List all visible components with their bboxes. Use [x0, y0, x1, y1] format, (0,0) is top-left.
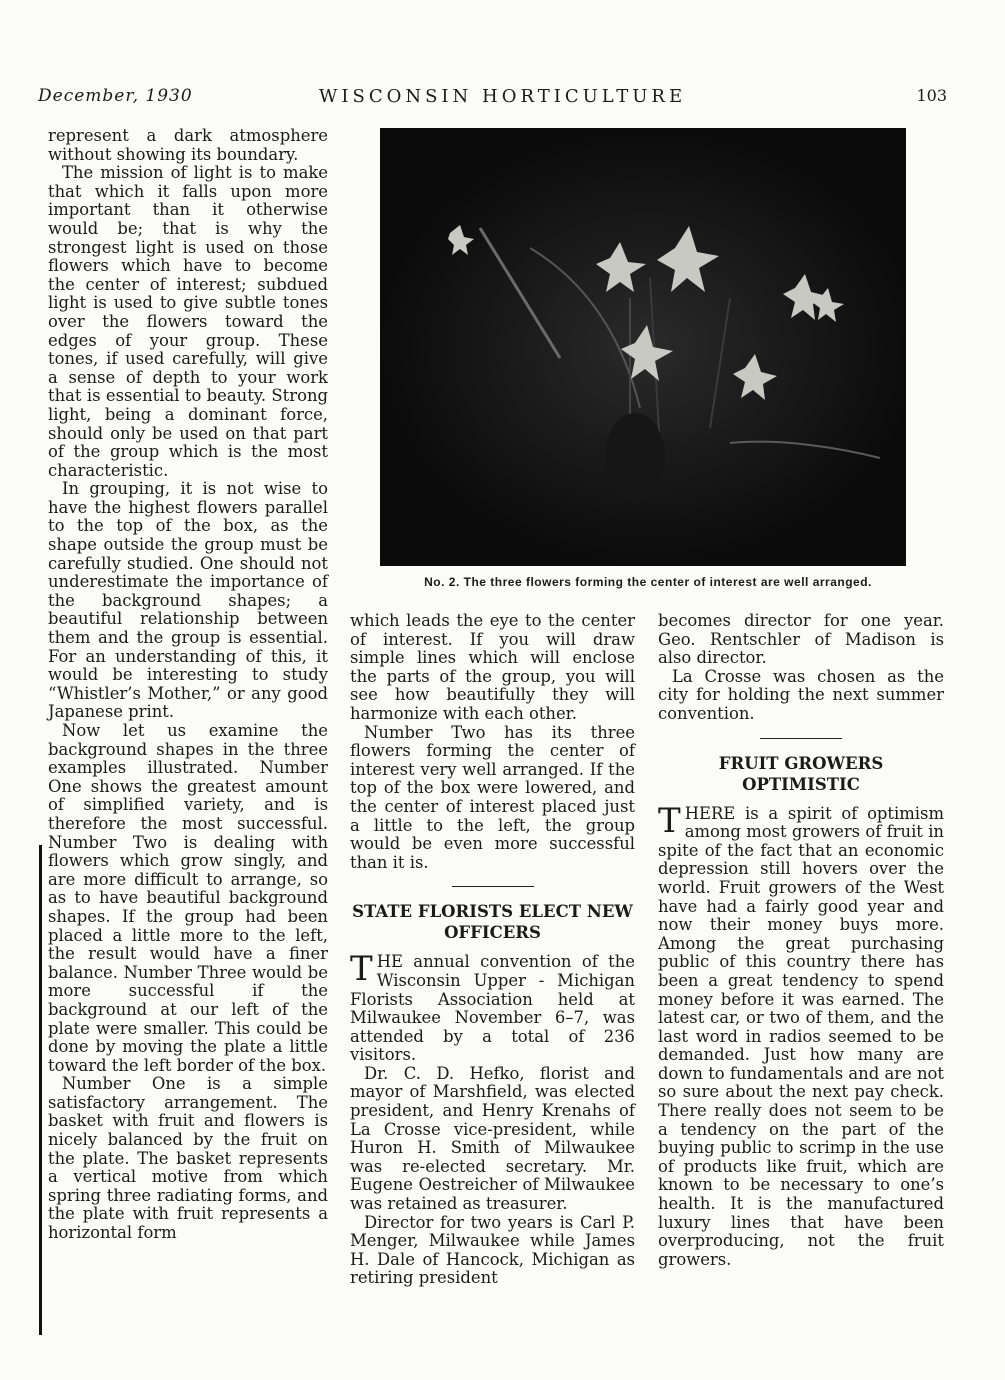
article-lead: [350, 949, 635, 1065]
paragraph: Number One is a simple satisfactory arrangement. The basket with fruit and flowers is nicely balanced by the fruit on the plate. The basket represents a vertical motive from which spring three radiating forms, and the plate with fruit represents a horizontal form: [48, 1074, 328, 1243]
margin-bar: [39, 845, 42, 1335]
page-header: [0, 86, 1005, 116]
paragraph: Now let us examine the background shapes in the three examples illustrated. Number One shows the greatest amount of simplified variety, and is therefore the most successful. Number Two is dealing with flowers which grow singly, and are more difficult to arrange, so as to have beautiful background shapes. If the group had been placed a little more to the left, the result would have a finer balance. Number Three would be more successful if the background at our left of the plate were smaller. This could be done by moving the plate a little toward the left border of the box.: [48, 721, 328, 1075]
lead-text: HE annual convention of the Wisconsin Upper - Michigan Florists Association held at Milwaukee November 6–7, was attended by a total of 236 visitors.: [350, 952, 635, 1065]
paragraph: La Crosse was chosen as the city for holding the next summer convention.: [658, 666, 944, 723]
drop-cap: T: [350, 949, 373, 990]
drop-cap: T: [658, 800, 681, 841]
paragraph: Director for two years is Carl P. Menger, Milwaukee while James H. Dale of Hancock, Michigan as retiring president: [350, 1212, 635, 1288]
article-heading: FRUIT GROWERS OPTIMISTIC: [718, 753, 884, 794]
journal-title: WISCONSIN HORTICULTURE: [318, 86, 687, 107]
paragraph: becomes director for one year. Geo. Rentschler of Madison is also director.: [658, 611, 944, 668]
article-lead: [658, 800, 944, 1270]
section-divider: [760, 738, 842, 739]
page-number: 103: [916, 86, 947, 105]
flower-arrangement-image: [380, 128, 916, 566]
issue-date: December, 1930: [38, 86, 193, 106]
lead-text: HERE is a spirit of optimism among most growers of fruit in spite of the fact that an economic depression still hovers over the world. Fruit growers of the West have had a fairly good year and now their money buys more. Among the great purchasing public of this country there has been a great tendency to spend money before it was earned. The latest car, or two of them, and the last word in radios seemed to be demanded. Just how many are down to fundamentals and are not so sure about the next pay check. There really does not seem to be a tendency on the part of the buying public to scrimp in the use of products like fruit, which are known to be necessary to one’s health. It is the manufactured luxury lines that have been overproducing, not the fruit growers.: [658, 803, 944, 1269]
paragraph: Dr. C. D. Hefko, florist and mayor of Marshfield, was elected president, and Henry Krenahs of La Crosse vice-president, while Huron H. Smith of Milwaukee was re-elected secretary. Mr. Eugene Oestreicher of Milwaukee was retained as treasurer.: [350, 1063, 635, 1214]
paragraph: which leads the eye to the center of interest. If you will draw simple lines which will enclose the parts of the group, you will see how beautifully they will harmonize with each other.: [350, 611, 635, 723]
paragraph: The mission of light is to make that which it falls upon more important than it otherwise would be; that is why the strongest light is used on those flowers which have to become the center of interest; subdued light is used to give subtle tones over the flowers toward the edges of your group. These tones, if used carefully, will give a sense of depth to your work that is essential to beauty. Strong light, being a dominant force, should only be used on that part of the group which is the most characteristic.: [48, 163, 328, 480]
figure-caption: No. 2. The three flowers forming the center of interest are well arranged.: [424, 575, 872, 589]
column-1: [48, 127, 328, 1243]
paragraph: Number Two has its three flowers forming the center of interest very well arranged. If the top of the box were lowered, and the center of interest placed just a little to the left, the group would be even more successful than it is.: [350, 722, 635, 872]
paragraph: represent a dark atmosphere without showing its boundary.: [48, 126, 328, 164]
article-heading: STATE FLORISTS ELECT NEW OFFICERS: [352, 902, 633, 943]
column-3: [658, 612, 944, 1269]
section-divider: [452, 886, 534, 887]
paragraph: In grouping, it is not wise to have the highest flowers parallel to the top of the box, as the shape outside the group must be carefully studied. One should not underestimate the importance of the background shapes; a beautiful relationship between them and the group is essential. For an understanding of this, it would be interesting to study “Whistler’s Mother,” or any good Japanese print.: [48, 479, 328, 722]
flower-photograph: [380, 128, 916, 566]
column-2: [350, 612, 635, 1288]
